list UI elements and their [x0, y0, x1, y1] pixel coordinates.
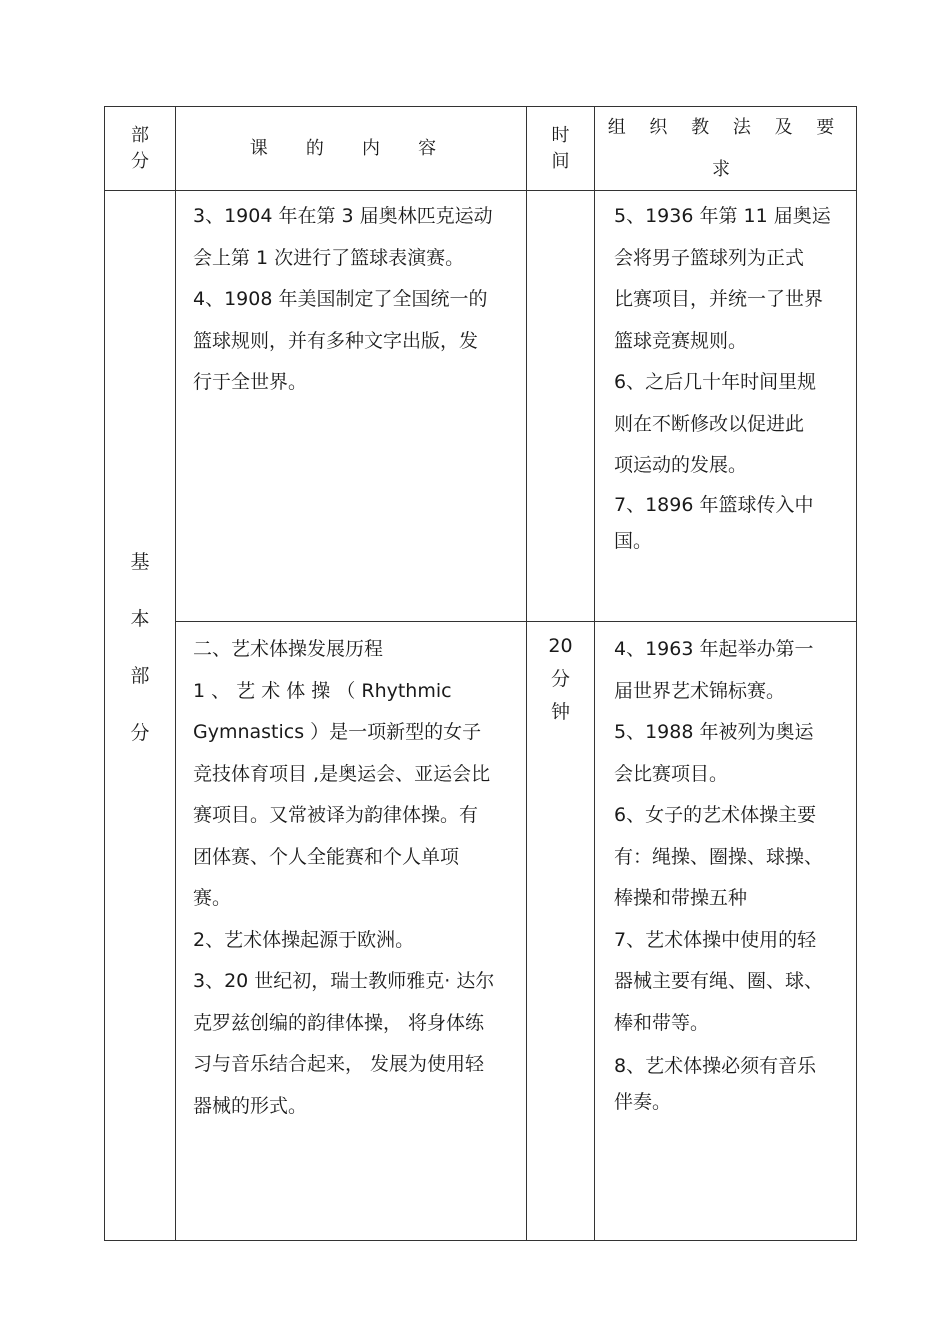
content-line: Gymnastics ）是一项新型的女子	[193, 721, 482, 743]
section-label-char: 基	[130, 550, 150, 573]
time-char: 分	[550, 668, 570, 690]
time-cell	[527, 622, 595, 1241]
table-header-row	[105, 107, 857, 191]
header-section	[105, 107, 176, 191]
header-method-label: 组 织 教 法 及 要 求	[607, 117, 844, 180]
section-label-char: 部	[130, 664, 150, 687]
method-line: 项运动的发展。	[614, 454, 748, 476]
section-label-char: 本	[130, 607, 150, 630]
time-char: 20	[548, 635, 573, 657]
method-line: 会比赛项目。	[614, 762, 729, 785]
content-line: 习与音乐结合起来， 发展为使用轻	[193, 1053, 485, 1075]
time-value	[527, 622, 594, 729]
method-line: 7、1896 年篮球传入中	[614, 493, 814, 516]
content-line: 1 、 艺 术 体 操 （ Rhythmic	[193, 679, 452, 702]
method-line: 有：绳操、圈操、球操、	[614, 845, 824, 868]
method-line: 篮球竞赛规则。	[614, 329, 748, 352]
time-cell	[527, 191, 595, 622]
method-line: 伴奏。	[614, 1091, 672, 1113]
lesson-plan-table	[104, 106, 857, 1241]
method-line: 5、1936 年第 11 届奥运	[614, 205, 831, 227]
header-time-char: 间	[551, 150, 570, 172]
header-time-char: 时	[551, 124, 570, 146]
header-content-label: 课 的 内 容	[249, 137, 453, 159]
content-cell	[176, 191, 527, 622]
method-line: 8、艺术体操必须有音乐	[614, 1055, 817, 1077]
section-label-char: 分	[130, 721, 150, 744]
content-line: 2、艺术体操起源于欧洲。	[193, 928, 415, 951]
method-line: 7、艺术体操中使用的轻	[614, 928, 817, 951]
content-line: 3、20 世纪初，瑞士教师雅克· 达尔	[193, 970, 495, 992]
header-section-char: 分	[131, 150, 149, 172]
content-text	[176, 191, 526, 404]
content-line: 竞技体育项目 ,是奥运会、亚运会比	[193, 762, 491, 785]
content-line: 赛。	[193, 887, 232, 909]
section-cell	[105, 191, 176, 1241]
content-line: 行于全世界。	[193, 371, 308, 393]
table-row	[105, 191, 857, 622]
time-char: 钟	[550, 701, 570, 723]
header-section-char: 部	[131, 124, 149, 146]
content-cell	[176, 622, 527, 1241]
table-row	[105, 622, 857, 1241]
method-line: 棒操和带操五种	[614, 887, 748, 909]
method-line: 6、之后几十年时间里规	[614, 371, 817, 393]
method-line: 比赛项目，并统一了世界	[614, 288, 824, 310]
content-line: 赛项目。又常被译为韵律体操。有	[193, 804, 479, 826]
content-line: 3、1904 年在第 3 届奥林匹克运动	[193, 205, 493, 227]
method-line: 6、女子的艺术体操主要	[614, 804, 817, 826]
method-cell	[595, 191, 857, 622]
method-line: 5、1988 年被列为奥运	[614, 721, 814, 743]
header-content	[176, 107, 527, 191]
content-text	[176, 622, 526, 1127]
content-line: 篮球规则，并有多种文字出版，发	[193, 329, 479, 352]
content-line: 器械的形式。	[193, 1094, 308, 1117]
method-line: 器械主要有绳、圈、球、	[614, 970, 824, 992]
method-line: 则在不断修改以促进此	[614, 412, 805, 435]
content-line: 4、1908 年美国制定了全国统一的	[193, 288, 488, 310]
content-line: 二、艺术体操发展历程	[193, 638, 384, 660]
method-text	[595, 622, 856, 1120]
content-line: 会上第 1 次进行了篮球表演赛。	[193, 246, 465, 269]
method-line: 国。	[614, 529, 653, 552]
method-text	[595, 191, 856, 559]
method-cell	[595, 622, 857, 1241]
header-time	[527, 107, 595, 191]
method-line: 届世界艺术锦标赛。	[614, 679, 786, 702]
method-line: 4、1963 年起举办第一	[614, 638, 814, 660]
method-line: 棒和带等。	[614, 1011, 710, 1034]
content-line: 团体赛、个人全能赛和个人单项	[193, 845, 460, 868]
header-method	[595, 107, 857, 191]
method-line: 会将男子篮球列为正式	[614, 246, 805, 269]
section-label	[105, 534, 175, 762]
content-line: 克罗兹创编的韵律体操， 将身体练	[193, 1011, 485, 1034]
